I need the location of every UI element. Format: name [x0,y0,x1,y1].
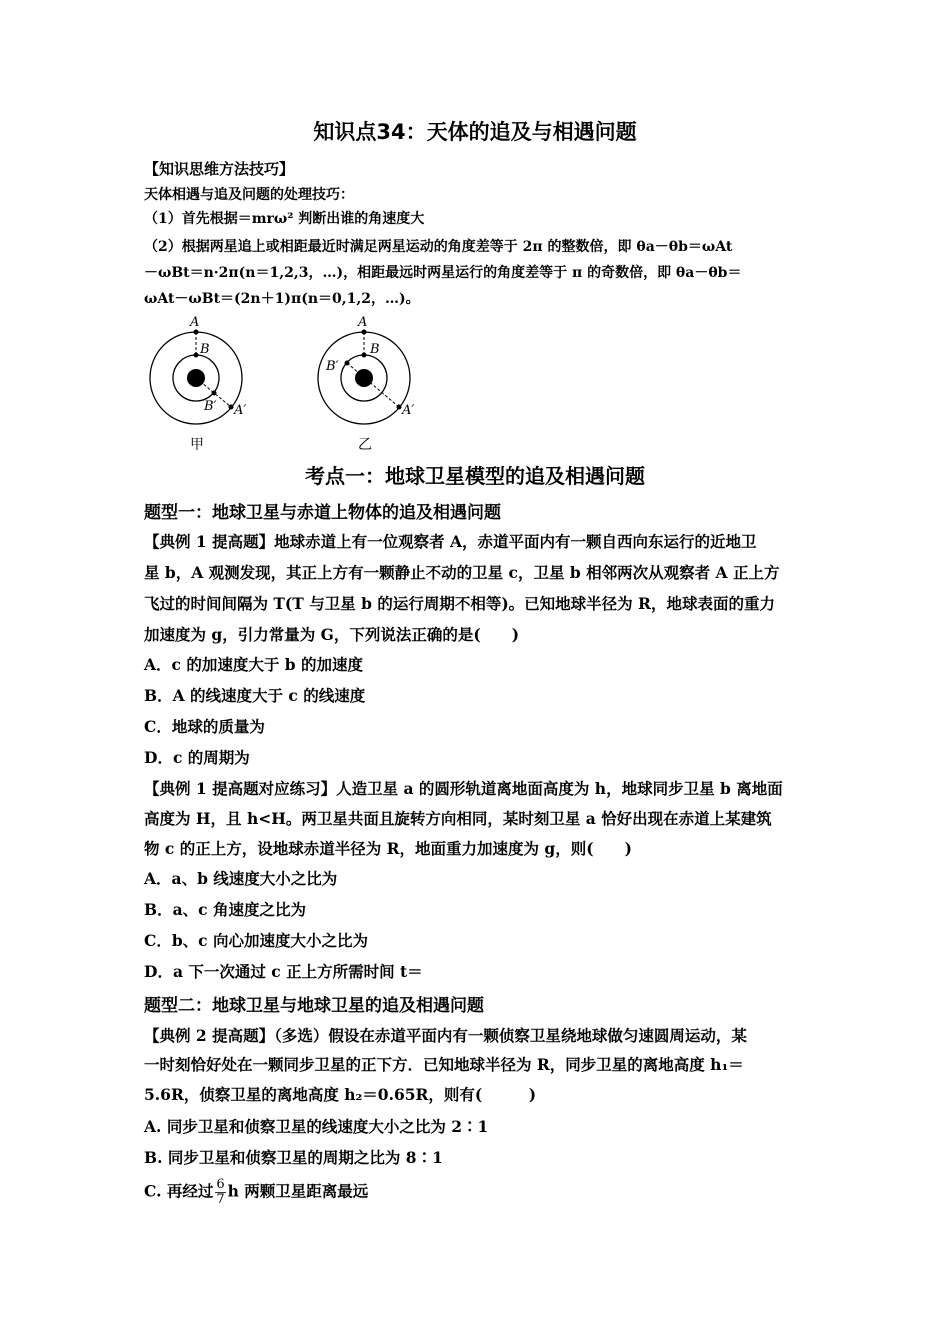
example-1-line-1: 【典例 1 提高题】地球赤道上有一位观察者 A，赤道平面内有一颗自西向东运行的近地卫 [144,532,757,551]
example-2-line-3: 5.6R，侦察卫星的离地高度 h₂＝0.65R，则有( ) [144,1085,537,1104]
example-2-option-a: A. 同步卫星和侦察卫星的线速度大小之比为 2∶1 [144,1117,489,1136]
example-1-option-b: B．A 的线速度大于 c 的线速度 [144,686,366,705]
orbit-diagram-jia [140,310,260,454]
orbit-diagram-yi [308,310,428,454]
example-1-option-d: D．c 的周期为 [144,748,250,767]
example-1-line-2: 星 b，A 观测发现，其正上方有一颗静止不动的卫星 c，卫星 b 相邻两次从观察者 A 正上方 [144,563,780,582]
caption-yi: 乙 [358,437,372,453]
option-c-prefix: C. 再经过 [144,1181,214,1201]
example-1b-line-2: 高度为 H，且 h<H。两卫星共面且旋转方向相同，某时刻卫星 a 恰好出现在赤道上某建筑 [144,809,772,828]
example-1-line-4: 加速度为 g，引力常量为 G，下列说法正确的是( ) [144,625,520,644]
example-2-line-1: 【典例 2 提高题】（多选）假设在赤道平面内有一颗侦察卫星绕地球做匀速圆周运动，某 [144,1026,747,1045]
tip-1: （1）首先根据＝mrω² 判断出谁的角速度大 [144,211,425,227]
option-c-suffix: h 两颗卫星距离最远 [227,1181,369,1201]
fraction-denominator: 7 [216,1192,225,1207]
example-1b-option-b: B．a、c 角速度之比为 [144,900,306,919]
label-a-2: A [358,315,368,330]
example-1b-line-1: 【典例 1 提高题对应练习】人造卫星 a 的圆形轨道离地面高度为 h，地球同步卫星 b 离地面 [144,779,783,798]
label-a-prime-2: A′ [402,403,415,418]
intro-text: 天体相遇与追及问题的处理技巧： [144,187,354,203]
orbit-diagram-yi-svg [308,310,428,450]
method-header: 【知识思维方法技巧】 [144,160,295,178]
type-heading-2: 题型二：地球卫星与地球卫星的追及相遇问题 [144,996,484,1016]
example-2-option-b: B. 同步卫星和侦察卫星的周期之比为 8∶1 [144,1148,443,1167]
fraction-numerator: 6 [216,1177,225,1192]
label-b-prime: B′ [204,399,217,414]
caption-jia: 甲 [190,437,204,453]
label-a-prime: A′ [234,403,247,418]
example-1-option-c: C．地球的质量为 [144,717,265,736]
label-b-2: B [370,342,380,357]
orbit-diagram-jia-svg [140,310,260,450]
example-1b-option-d: D．a 下一次通过 c 正上方所需时间 t＝ [144,962,423,981]
fraction-six-sevenths [215,1178,225,1207]
tip-2-line-1: （2）根据两星追上或相距最近时满足两星运动的角度差等于 2π 的整数倍，即 θa－θb＝ωAt [144,239,733,255]
label-a: A [190,315,200,330]
section-heading-1: 考点一：地球卫星模型的追及相遇问题 [305,464,645,488]
tip-2-line-2: －ωBt＝n·2π(n＝1,2,3，…)，相距最远时两星运行的角度差等于 π 的奇数倍，即 θa－θb＝ [144,265,742,281]
example-1-option-a: A．c 的加速度大于 b 的加速度 [144,655,363,674]
tip-2-line-3: ωAt－ωBt＝(2n＋1)π(n＝0,1,2，…)。 [144,291,420,307]
example-2-line-2: 一时刻恰好处在一颗同步卫星的正下方．已知地球半径为 R，同步卫星的离地高度 h₁＝ [144,1055,744,1074]
label-b-prime-2: B′ [326,359,339,374]
example-1b-line-3: 物 c 的正上方，设地球赤道半径为 R，地面重力加速度为 g，则( ) [144,839,632,858]
type-heading-1: 题型一：地球卫星与赤道上物体的追及相遇问题 [144,503,501,523]
page-title: 知识点34：天体的追及与相遇问题 [313,120,637,144]
example-1b-option-c: C．b、c 向心加速度大小之比为 [144,931,369,950]
example-1b-option-a: A．a、b 线速度大小之比为 [144,869,338,888]
label-b: B [200,342,210,357]
example-1-line-3: 飞过的时间间隔为 T(T 与卫星 b 的运行周期不相等)。已知地球半径为 R，地球表面的重力 [144,594,775,613]
example-2-option-c [144,1178,368,1207]
